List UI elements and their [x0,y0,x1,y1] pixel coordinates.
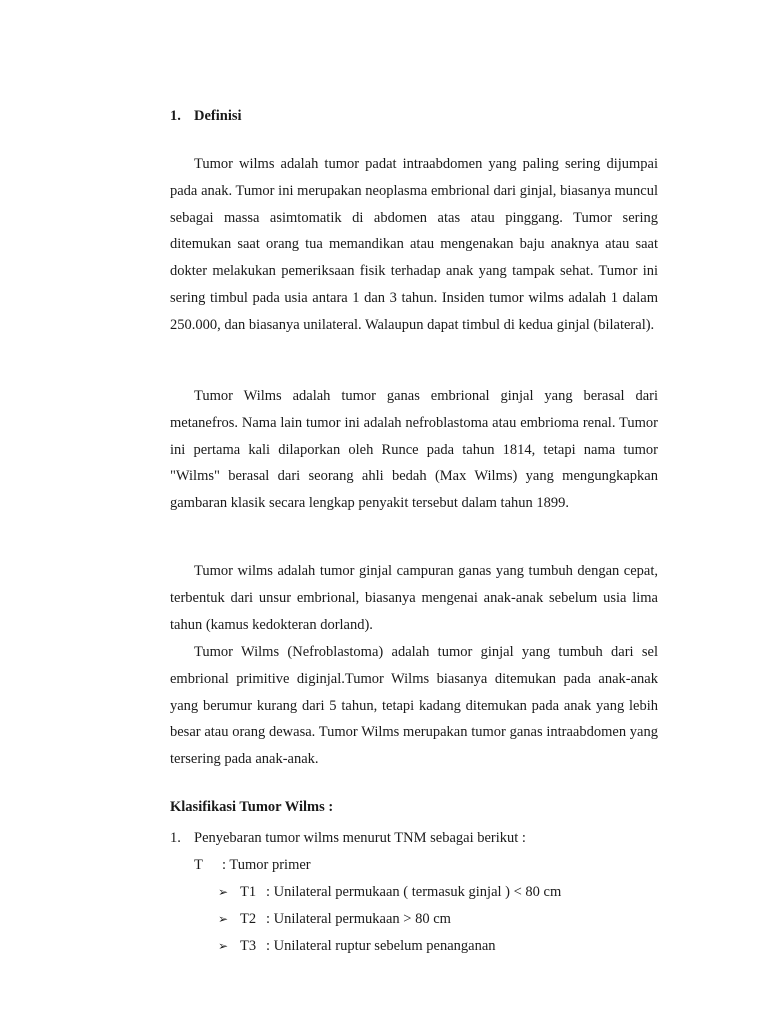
arrow-bullet-icon: ➢ [218,885,229,899]
bullet-item [218,933,496,959]
arrow-bullet-icon: ➢ [218,912,229,926]
bullet-text: : Unilateral permukaan > 80 cm [266,911,451,927]
bullet-code: T2 [240,911,257,927]
paragraph-definition-3: Tumor wilms adalah tumor ginjal campuran ganas yang tumbuh dengan cepat, terbentuk dari unsur embrional, biasanya mengenai anak-anak sebelum usia lima tahun (kamus kedokteran dorland). [170,563,658,633]
tnm-t-text: : Tumor primer [222,857,311,873]
bullet-text: : Unilateral permukaan ( termasuk ginjal ) < 80 cm [266,884,562,900]
list-item-text: Penyebaran tumor wilms menurut TNM sebagai berikut : [194,830,526,846]
list-item [170,825,526,851]
paragraph-definition-4: Tumor Wilms (Nefroblastoma) adalah tumor ginjal yang tumbuh dari sel embrional primitive diginjal.Tumor Wilms biasanya ditemukan pada anak-anak yang berumur kurang dari 5 tahun, tetapi kadang ditemukan pada anak yang lebih besar atau orang dewasa. Tumor Wilms merupakan tumor ganas intraabdomen yang tersering pada anak-anak. [170,644,658,768]
bullet-code: T1 [240,884,257,900]
list-item-number: 1. [170,830,181,846]
bullet-item [218,879,561,905]
classification-heading: Klasifikasi Tumor Wilms : [170,799,334,815]
bullet-text: : Unilateral ruptur sebelum penanganan [266,938,496,954]
bullet-code: T3 [240,938,257,954]
section-title: Definisi [194,108,242,124]
section-number: 1. [170,108,181,124]
arrow-bullet-icon: ➢ [218,939,229,953]
paragraph-definition-2: Tumor Wilms adalah tumor ganas embrional ginjal yang berasal dari metanefros. Nama lain tumor ini adalah nefroblastoma atau embrioma renal. Tumor ini pertama kali dilaporkan oleh Runce pada tahun 1814, tetapi nama tumor "Wilms" berasal dari seorang ahli bedah (Max Wilms) yang mengungkapkan gambaran klasik secara lengkap penyakit tersebut dalam tahun 1899. [170,388,658,512]
tnm-t-key: T [194,857,203,873]
tnm-t-line [194,852,311,878]
section-heading [170,108,242,125]
bullet-item [218,906,451,932]
paragraph-definition-1: Tumor wilms adalah tumor padat intraabdomen yang paling sering dijumpai pada anak. Tumor ini merupakan neoplasma embrional dari ginjal, biasanya muncul sebagai massa asimtomatik di abdomen atas atau pinggang. Tumor sering ditemukan saat orang tua memandikan atau mengenakan baju anaknya atau saat dokter melakukan pemeriksaan fisik terhadap anak yang tampak sehat. Tumor ini sering timbul pada usia antara 1 dan 3 tahun. Insiden tumor wilms adalah 1 dalam 250.000, dan biasanya unilateral. Walaupun dapat timbul di kedua ginjal (bilateral). [170,156,658,333]
